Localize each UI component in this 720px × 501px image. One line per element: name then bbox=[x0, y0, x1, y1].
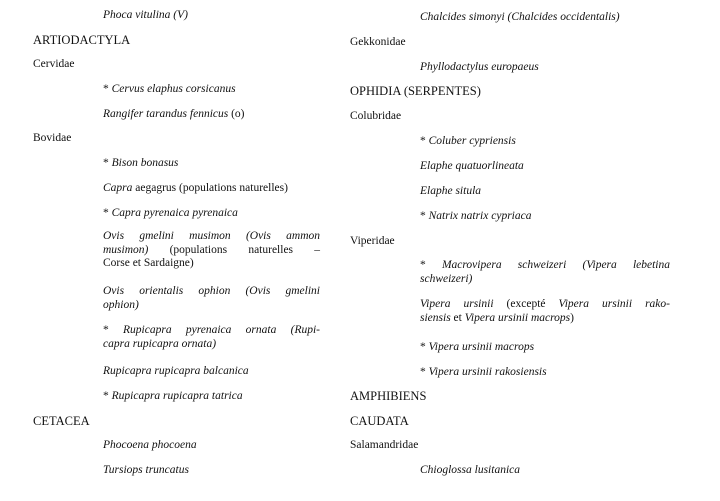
species-rupicapra-rupicapra-tatrica bbox=[103, 389, 243, 403]
species-note: (excepté bbox=[493, 298, 559, 310]
species-phoca-vitulina: Phoca vitulina (V) bbox=[103, 9, 188, 21]
asterisk-marker: * bbox=[103, 157, 112, 169]
species-name: siensis bbox=[420, 311, 451, 324]
species-line: Ovis orientalis ophion (Ovis gmelini bbox=[103, 285, 320, 297]
asterisk-marker: * bbox=[420, 259, 442, 271]
species-name: Rupicapra pyrenaica ornata (Rupi- bbox=[123, 324, 321, 336]
species-rangifer-tarandus-fennicus bbox=[103, 107, 245, 121]
species-name: Vipera ursinii rako- bbox=[558, 298, 670, 310]
species-cervus-elaphus-corsicanus bbox=[103, 82, 236, 96]
species-note: aegagrus (populations naturelles) bbox=[132, 182, 288, 194]
species-note: ) bbox=[570, 311, 574, 324]
species-chalcides-simonyi: Chalcides simonyi (Chalcides occidentalis) bbox=[420, 11, 620, 23]
species-note: et bbox=[450, 311, 465, 324]
species-line bbox=[420, 312, 670, 326]
species-name: Rangifer tarandus fennicus bbox=[103, 108, 229, 120]
species-capra-aegagrus bbox=[103, 181, 288, 195]
species-phocoena-phocoena: Phocoena phocoena bbox=[103, 439, 197, 451]
species-line: schweizeri) bbox=[420, 272, 473, 285]
species-line bbox=[420, 298, 670, 312]
family-gekkonidae: Gekkonidae bbox=[350, 36, 406, 48]
species-bison-bonasus bbox=[103, 156, 178, 170]
species-name: Capra pyrenaica pyrenaica bbox=[111, 207, 238, 219]
family-bovidae: Bovidae bbox=[33, 132, 72, 144]
species-elaphe-situla: Elaphe situla bbox=[420, 185, 482, 197]
asterisk-marker: * bbox=[420, 135, 429, 147]
species-name: Natrix natrix cypriaca bbox=[428, 210, 532, 222]
species-coluber-cypriensis bbox=[420, 134, 516, 148]
species-name: Bison bonasus bbox=[111, 157, 179, 169]
asterisk-marker: * bbox=[103, 83, 112, 95]
species-tursiops-truncatus: Tursiops truncatus bbox=[103, 464, 189, 476]
species-line: capra rupicapra ornata) bbox=[103, 337, 217, 350]
order-heading-artiodactyla: ARTIODACTYLA bbox=[33, 33, 131, 47]
asterisk-marker: * bbox=[103, 324, 124, 336]
species-rupicapra-rupicapra-balcanica: Rupicapra rupicapra balcanica bbox=[103, 365, 249, 377]
species-elaphe-quatuorlineata: Elaphe quatuorlineata bbox=[420, 160, 524, 172]
class-heading-amphibiens: AMPHIBIENS bbox=[350, 389, 427, 403]
species-vipera-ursinii-macrops bbox=[420, 340, 534, 354]
species-name: Vipera ursinii macrops bbox=[464, 311, 571, 324]
asterisk-marker: * bbox=[420, 210, 429, 222]
species-line bbox=[420, 259, 670, 273]
species-name: Rupicapra rupicapra tatrica bbox=[111, 390, 243, 402]
family-cervidae: Cervidae bbox=[33, 58, 75, 70]
species-name: musimon) bbox=[103, 243, 149, 256]
species-vipera-ursinii bbox=[420, 298, 670, 325]
species-name: Capra bbox=[103, 182, 133, 194]
species-ovis-gmelini-musimon bbox=[103, 230, 320, 271]
species-macrovipera-schweizeri bbox=[420, 259, 670, 286]
order-heading-caudata: CAUDATA bbox=[350, 414, 409, 428]
order-heading-ophidia: OPHIDIA (SERPENTES) bbox=[350, 84, 481, 98]
species-ovis-orientalis-ophion bbox=[103, 285, 320, 312]
species-note: (populations naturelles – bbox=[148, 243, 320, 256]
asterisk-marker: * bbox=[420, 366, 429, 378]
species-name: Cervus elaphus corsicanus bbox=[111, 83, 236, 95]
species-vipera-ursinii-rakosiensis bbox=[420, 365, 547, 379]
species-name: Macrovipera schweizeri (Vipera lebetina bbox=[441, 259, 671, 271]
species-phyllodactylus-europaeus: Phyllodactylus europaeus bbox=[420, 61, 539, 73]
species-rupicapra-pyrenaica-ornata bbox=[103, 324, 320, 351]
species-line: ophion) bbox=[103, 298, 139, 311]
asterisk-marker: * bbox=[420, 341, 429, 353]
order-heading-cetacea: CETACEA bbox=[33, 414, 90, 428]
family-salamandridae: Salamandridae bbox=[350, 439, 419, 451]
species-name: Vipera ursinii bbox=[420, 298, 494, 310]
species-line bbox=[103, 244, 320, 258]
species-name: Coluber cypriensis bbox=[428, 135, 516, 147]
family-colubridae: Colubridae bbox=[350, 110, 402, 122]
species-natrix-natrix-cypriaca bbox=[420, 209, 531, 223]
species-name: Vipera ursinii macrops bbox=[428, 341, 535, 353]
species-capra-pyrenaica-pyrenaica bbox=[103, 206, 238, 220]
species-name: Vipera ursinii rakosiensis bbox=[428, 366, 547, 378]
family-viperidae: Viperidae bbox=[350, 235, 395, 247]
species-line: Corse et Sardaigne) bbox=[103, 257, 194, 269]
species-line: Ovis gmelini musimon (Ovis ammon bbox=[103, 230, 320, 242]
species-line bbox=[103, 324, 320, 338]
species-note: (o) bbox=[228, 108, 245, 120]
species-chioglossa-lusitanica: Chioglossa lusitanica bbox=[420, 464, 520, 476]
asterisk-marker: * bbox=[103, 207, 112, 219]
asterisk-marker: * bbox=[103, 390, 112, 402]
